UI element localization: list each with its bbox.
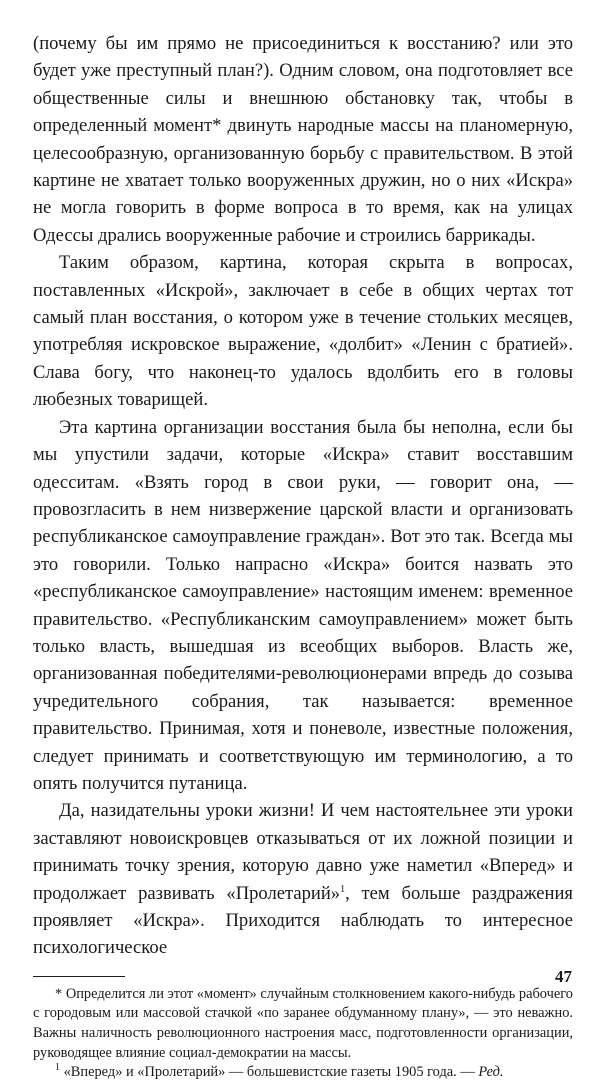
footnote-asterisk: * Определится ли этот «момент» случайным столкновением какого-нибудь рабочего с городовым или массовой стачкой «по заранее обдуманному плану», — это неважно. Важны наличность революционного настроения масс, подготовленности организации, руководящее влияние социал-демократии на массы. <box>33 985 573 1061</box>
page-number: 47 <box>555 967 572 986</box>
footnote-1 <box>33 1063 573 1083</box>
paragraph-4 <box>33 797 573 961</box>
page-content <box>33 30 573 1083</box>
footnote-1-text: «Вперед» и «Пролетарий» — большевистские газеты 1905 года. — <box>60 1064 479 1081</box>
footnote-reference-1: 1 <box>340 883 346 895</box>
paragraph-3: Эта картина организации восстания была бы неполна, если бы мы упустили задачи, которые «Искра» ставит восставшим одесситам. «Взять город в свои руки, — говорит она, — провозгласить в нем низвержение царской власти и организовать республиканское самоуправление граждан». Вот это так. Всегда мы это говорили. Только напрасно «Искра» боится назвать это «республиканское самоуправление» настоящим именем: временное правительство. «Республиканским самоуправлением» может быть только власть, вышедшая из всеобщих выборов. Власть же, организованная победителями-революционерами впредь до созыва учредительного собрания, так называется: временное правительство. Принимая, хотя и поневоле, известные положения, следует принимать и соответствующую им терминологию, а то опять получится путаница. <box>33 416 573 794</box>
body-text <box>33 30 573 962</box>
paragraph-4-text-end: , тем больше раздражения проявляет «Искра». Приходится наблюдать то интересное психологическое <box>33 882 573 959</box>
footnote-divider <box>33 976 125 977</box>
footnote-1-mark: 1 <box>55 1062 60 1074</box>
footnote-1-editor: Ред. <box>478 1064 504 1081</box>
paragraph-2: Таким образом, картина, которая скрыта в вопросах, поставленных «Искрой», заключает в себе в общих чертах тот самый план восстания, о котором уже в течение стольких месяцев, употребляя искровское выражение, «долбит» «Ленин с братией». Слава богу, что наконец-то удалось вдолбить его в головы любезных товарищей. <box>33 252 573 411</box>
paragraph-4-text-start: Да, назидательны уроки жизни! И чем настоятельнее эти уроки заставляют новоискровцев отказываться от их ложной позиции и принимать точку зрения, которую давно уже наметил «Вперед» и продолжает развивать «Пролетарий» <box>33 800 573 904</box>
footnotes <box>33 985 573 1083</box>
paragraph-1: (почему бы им прямо не присоединиться к восстанию? или это будет уже преступный план?). Одним словом, она подготовляет все общественные силы и внешнюю обстановку так, чтобы в определенный момент* двинуть народные массы на планомерную, целесообразную, организованную борьбу с правительством. В этой картине не хватает только вооруженных дружин, но о них «Искра» не могла говорить в форме вопроса в то время, как на улицах Одессы дрались вооруженные рабочие и строились баррикады. <box>33 33 573 246</box>
